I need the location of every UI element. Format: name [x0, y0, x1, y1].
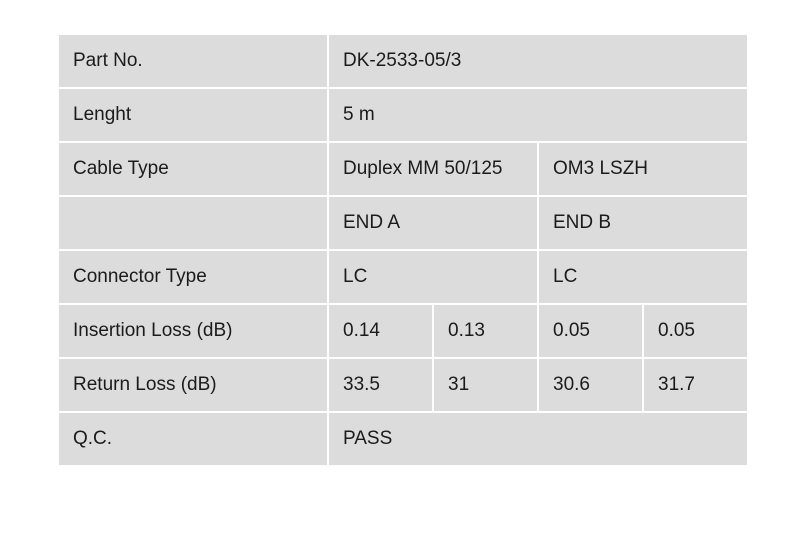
row-label-insertion-loss: Insertion Loss (dB) [59, 305, 327, 357]
row-value-end-b: END B [539, 197, 747, 249]
row-value-lenght: 5 m [329, 89, 747, 141]
row-value-return-loss-3: 30.6 [539, 359, 642, 411]
table-row [59, 143, 747, 195]
row-label-return-loss: Return Loss (dB) [59, 359, 327, 411]
row-value-insertion-loss-1: 0.14 [329, 305, 432, 357]
table-row [59, 89, 747, 141]
table-row [59, 305, 747, 357]
table-row [59, 359, 747, 411]
table-row [59, 197, 747, 249]
row-value-connector-type-b: LC [539, 251, 747, 303]
row-value-cable-type-b: OM3 LSZH [539, 143, 747, 195]
cable-spec-table [57, 33, 749, 467]
row-value-insertion-loss-2: 0.13 [434, 305, 537, 357]
row-value-end-a: END A [329, 197, 537, 249]
row-value-part-no: DK-2533-05/3 [329, 35, 747, 87]
row-value-cable-type-a: Duplex MM 50/125 [329, 143, 537, 195]
row-label-lenght: Lenght [59, 89, 327, 141]
row-label-ends [59, 197, 327, 249]
row-value-connector-type-a: LC [329, 251, 537, 303]
row-label-connector-type: Connector Type [59, 251, 327, 303]
row-value-qc: PASS [329, 413, 747, 465]
row-value-return-loss-1: 33.5 [329, 359, 432, 411]
row-label-cable-type: Cable Type [59, 143, 327, 195]
table-row [59, 251, 747, 303]
table-row [59, 413, 747, 465]
row-value-insertion-loss-4: 0.05 [644, 305, 747, 357]
row-value-return-loss-2: 31 [434, 359, 537, 411]
row-label-qc: Q.C. [59, 413, 327, 465]
row-label-part-no: Part No. [59, 35, 327, 87]
row-value-return-loss-4: 31.7 [644, 359, 747, 411]
table-row [59, 35, 747, 87]
row-value-insertion-loss-3: 0.05 [539, 305, 642, 357]
